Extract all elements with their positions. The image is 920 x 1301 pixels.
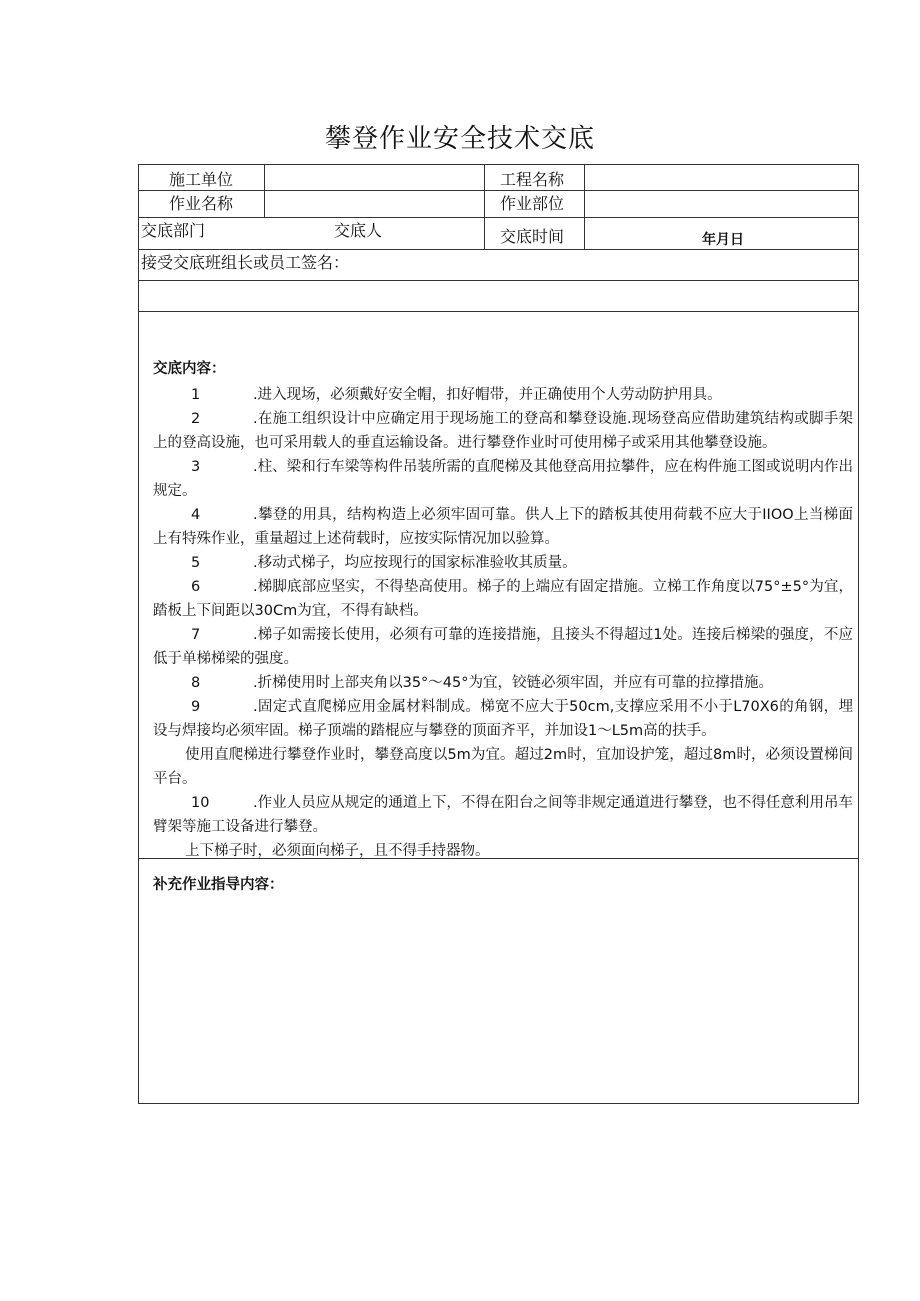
item-text: .固定式直爬梯应用金属材料制成。梯宽不应大于50cm,支撑应采用不小于L70X6的角钢，埋设与焊接均必须牢固。梯子顶端的踏棍应与攀登的顶面齐平，并加设1～L5m高的扶手。 [153,699,853,739]
list-item [153,407,853,455]
item-number: 10 [191,795,210,811]
item-text: .作业人员应从规定的通道上下，不得在阳台之间等非规定通道进行攀登，也不得任意利用吊车臂架等施工设备进行攀登。 [153,795,853,835]
item-number: 8 [191,675,201,691]
item-text: .折梯使用时上部夹角以35°～45°为宜，铰链必须牢固，并应有可靠的拉撑措施。 [253,675,774,691]
list-item [153,695,853,743]
item-text: .在施工组织设计中应确定用于现场施工的登高和攀登设施.现场登高应借助建筑结构或脚手架上的登高设施，也可采用载人的垂直运输设备。进行攀登作业时可使用梯子或采用其他攀登设施。 [153,411,853,451]
item-number: 4 [191,507,201,523]
row-divider [139,190,858,191]
briefer-label: 交底人 [334,221,383,240]
column-divider [584,165,585,250]
list-item [153,575,853,623]
row-divider [139,217,858,218]
paragraph: 上下梯子时，必须面向梯子，且不得手持器物。 [185,843,490,859]
construction-unit-label: 施工单位 [169,170,234,189]
item-text: .攀登的用具，结构构造上必须牢固可靠。供人上下的踏板其使用荷载不应大于IIOO上当梯面上有特殊作业，重量超过上述荷载时，应按实际情况加以验算。 [153,507,853,547]
supplement-heading: 补充作业指导内容： [153,877,284,893]
project-name-label: 工程名称 [500,170,565,189]
list-item [153,791,853,839]
item-number: 6 [191,579,201,595]
paragraph: 使用直爬梯进行攀登作业时，攀登高度以5m为宜。超过2m时，宜加设护笼，超过8m时，必须设置梯间平台。 [153,747,853,787]
item-number: 3 [191,459,201,475]
row-divider [139,311,858,312]
list-item [153,623,853,671]
dept-label: 交底部门 [141,221,206,240]
item-number: 7 [191,627,201,643]
signature-field[interactable] [141,285,851,307]
item-text: .移动式梯子，均应按现行的国家标准验收其质量。 [253,555,577,571]
briefing-form [138,164,859,1104]
work-location-label: 作业部位 [500,194,565,213]
column-divider [264,165,265,218]
list-item [153,503,853,551]
supplement-field[interactable] [153,900,843,1090]
list-item [153,455,853,503]
row-divider [139,249,858,250]
item-number: 9 [191,699,201,715]
item-text: .梯子如需接长使用，必须有可靠的连接措施，且接头不得超过1处。连接后梯梁的强度，不应低于单梯梯梁的强度。 [153,627,853,667]
list-item [153,551,853,575]
content-heading: 交底内容： [153,361,226,377]
row-divider [139,280,858,281]
time-value: 年月日 [702,232,744,248]
briefing-content [153,357,853,863]
item-number: 2 [191,411,201,427]
column-divider [484,165,485,250]
item-number: 5 [191,555,201,571]
item-number: 1 [191,387,201,403]
item-text: .进入现场，必须戴好安全帽，扣好帽带，并正确使用个人劳动防护用具。 [253,387,722,403]
signature-label: 接受交底班组长或员工签名： [141,253,350,272]
item-text: .梯脚底部应坚实，不得垫高使用。梯子的上端应有固定措施。立梯工作角度以75°±5°为宜，踏板上下间距以30Cm为宜，不得有缺档。 [153,579,853,619]
list-item [153,671,853,695]
item-text: .柱、梁和行车梁等构件吊装所需的直爬梯及其他登高用拉攀件，应在构件施工图或说明内作出规定。 [153,459,853,499]
work-name-label: 作业名称 [169,194,234,213]
list-item [153,383,853,407]
time-label: 交底时间 [500,227,565,246]
page-title: 攀登作业安全技术交底 [324,124,595,154]
